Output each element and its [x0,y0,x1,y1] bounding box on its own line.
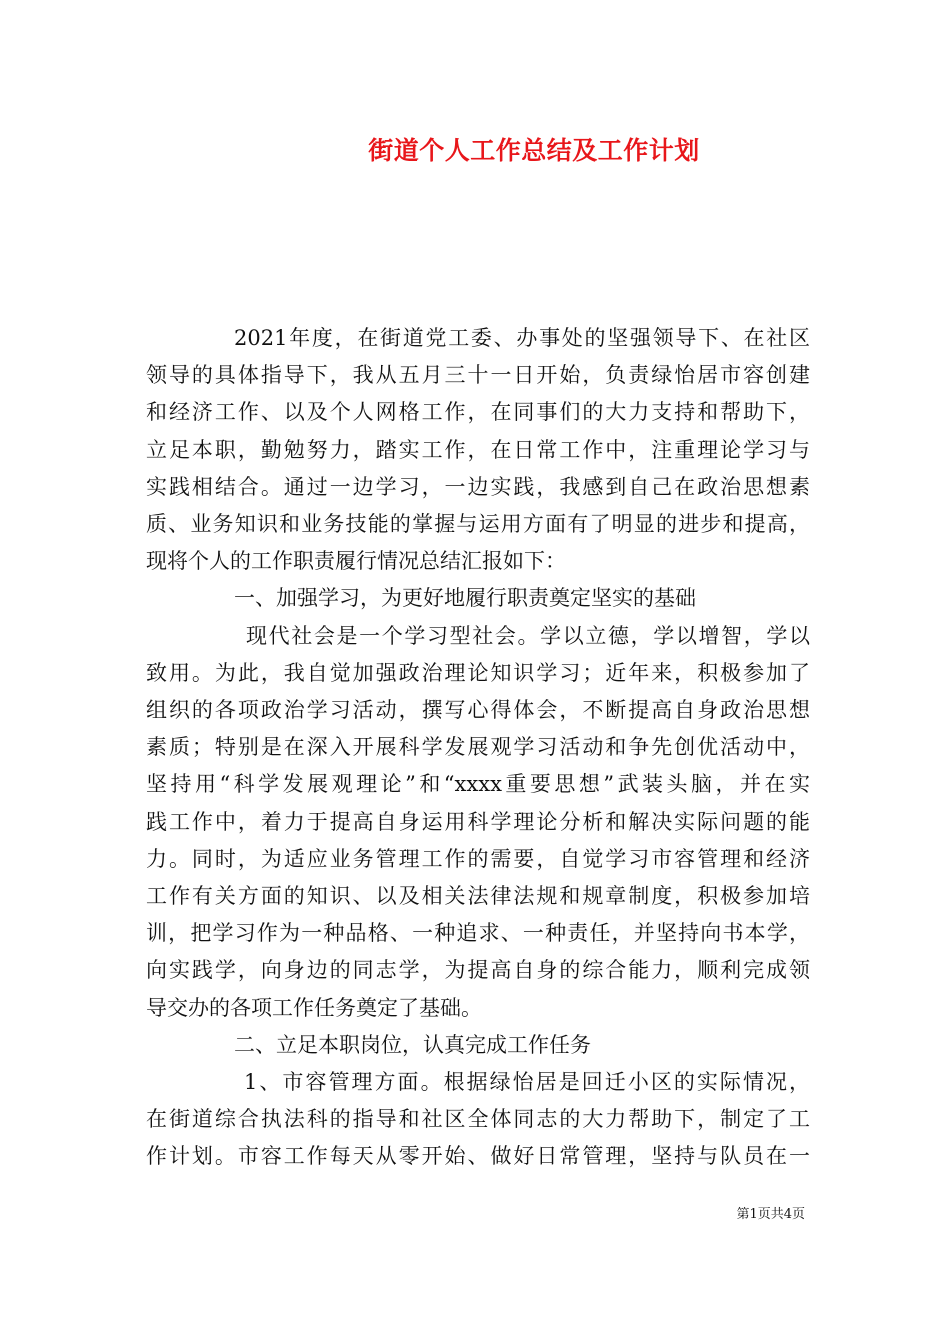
text-line: 2021年度，在街道党工委、办事处的坚强领导下、在社区 [234,326,810,350]
document-body [146,320,810,1176]
text-line: 导交办的各项工作任务奠定了基础。 [146,995,482,1020]
text-line: 向实践学，向身边的同志学，为提高自身的综合能力，顺利完成领 [146,958,810,983]
text-line: 和经济工作、以及个人网格工作，在同事们的大力支持和帮助下， [146,400,810,425]
text-line: 在街道综合执法科的指导和社区全体同志的大力帮助下，制定了工 [146,1107,810,1132]
text-line: 践工作中，着力于提高自身运用科学理论分析和解决实际问题的能 [146,809,810,834]
page-title: 街道个人工作总结及工作计划 [368,136,700,165]
text-line: 作计划。市容工作每天从零开始、做好日常管理，坚持与队员在一 [146,1144,810,1169]
text-line: 立足本职，勤勉努力，踏实工作，在日常工作中，注重理论学习与 [146,437,810,462]
text-line: 现代社会是一个学习型社会。学以立德，学以增智，学以 [246,623,810,648]
text-line: 质、业务知识和业务技能的掌握与运用方面有了明显的进步和提高， [146,512,810,537]
page-number: 第1页共4页 [736,1207,805,1222]
text-line: 组织的各项政治学习活动，撰写心得体会，不断提高自身政治思想 [146,698,810,723]
text-line: 训，把学习作为一种品格、一种追求、一种责任，并坚持向书本学， [146,921,810,946]
text-line: 现将个人的工作职责履行情况总结汇报如下： [146,549,566,574]
text-line: 坚持用“科学发展观理论”和“xxxx重要思想”武装头脑，并在实 [146,772,810,797]
text-line: 致用。为此，我自觉加强政治理论知识学习；近年来，积极参加了 [146,660,810,685]
text-line: 力。同时，为适应业务管理工作的需要，自觉学习市容管理和经济 [146,846,810,871]
text-line: 工作有关方面的知识、以及相关法律法规和规章制度，积极参加培 [146,884,810,909]
text-line: 实践相结合。通过一边学习，一边实践，我感到自己在政治思想素 [146,474,810,499]
text-line: 素质；特别是在深入开展科学发展观学习活动和争先创优活动中， [146,735,810,760]
text-line: 领导的具体指导下，我从五月三十一日开始，负责绿怡居市容创建 [146,363,810,388]
text-line: 1、市容管理方面。根据绿怡居是回迁小区的实际情况， [244,1070,810,1095]
section-heading: 一、加强学习，为更好地履行职责奠定坚实的基础 [234,586,696,611]
section-heading: 二、立足本职岗位，认真完成工作任务 [234,1032,591,1057]
